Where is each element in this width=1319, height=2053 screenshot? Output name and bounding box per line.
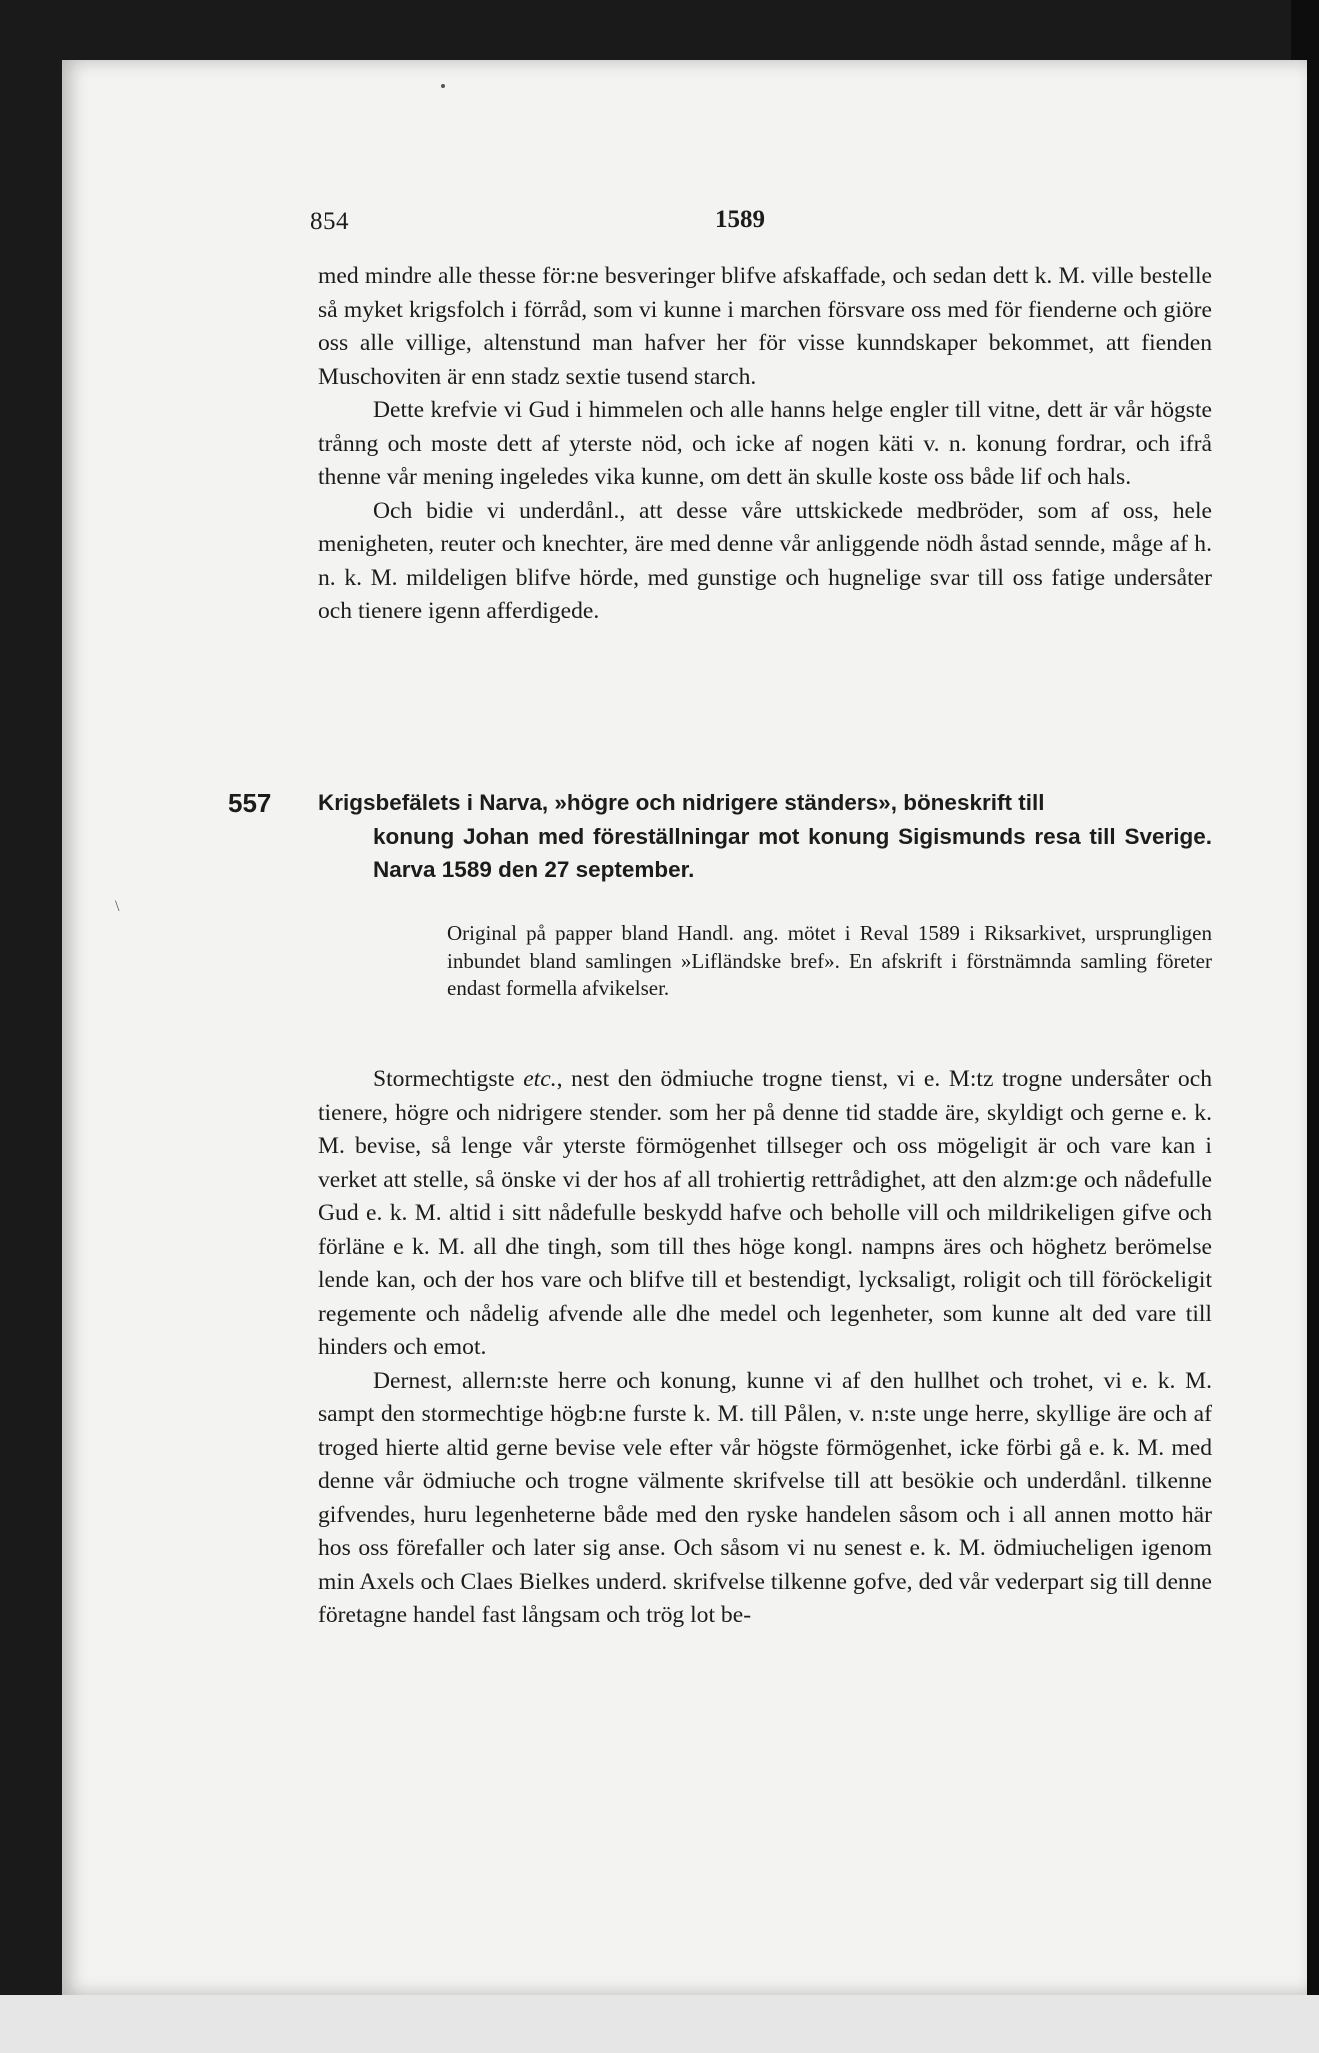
paragraph xyxy=(318,1063,1212,1365)
etc-abbreviation: etc. xyxy=(523,1066,557,1092)
page-number: 854 xyxy=(310,208,349,235)
heading-line-1: Krigsbefälets i Narva, »högre och nidrigere ständers», böneskrift till xyxy=(318,790,1045,815)
scan-bottom-strip xyxy=(0,1995,1319,2053)
running-year: 1589 xyxy=(715,206,765,233)
speck-mark xyxy=(441,84,445,88)
document-text xyxy=(318,1063,1212,1633)
document-number: 557 xyxy=(228,788,272,818)
source-note: Original på papper bland Handl. ang. mötet i Reval 1589 i Riksarkivet, ursprungligen inbundet bland samlingen »Lifländske bref». En afskrift i förstnämnda samling företer endast formella afvikelser. xyxy=(447,921,1212,1000)
paragraph: Dette krefvie vi Gud i himmelen och alle hanns helge engler till vitne, dett är vår högste trånng och moste dett af yterste nöd, och icke af nogen käti v. n. konung fordrar, och ifrå thenne vår mening ingeledes vika kunne, om dett än skulle koste oss både lif och hals. xyxy=(318,397,1212,490)
margin-mark: \ xyxy=(115,898,120,915)
salutation: Stormechtigste xyxy=(373,1066,524,1092)
paragraph: Och bidie vi underdånl., att desse våre uttskickede medbröder, som af oss, hele menigheten, reuter och knechter, äre med denne vår anliggende nödh åstad sennde, måge af h. n. k. M. mildeligen blifve hörde, med gunstige och hugnelige svar till oss fatige undersåter och tienere igenn afferdigede. xyxy=(318,497,1212,624)
paragraph-body: , nest den ödmiuche trogne tienst, vi e. M:tz trogne undersåter och tienere, högre och nidrigere stender. som her på denne tid stadde äre, skyldigt och gerne e. k. M. bevise, så lenge vår yterste förmögenhet tillseger och oss mögeligit är och vare kan i verket att stelle, så önske vi der hos af all trohiertig rettrådighet, att den alzm:ge och nådefulle Gud e. k. M. altid i sitt nådefulle beskydd hafve och beholle vill och mildrikeligen gifve och förläne e k. M. all dhe tingh, som till thes höge kongl. nampns äres och höghetz berömelse lende kan, och der hos vare och blifve till et bestendigt, lycksaligt, roligit och till föröckeligit regemente och nådelig afvende alle dhe medel och legenheter, som kunne alt ded vare till hinders och emot. xyxy=(318,1066,1212,1360)
document-heading xyxy=(318,786,1212,887)
running-header xyxy=(310,208,1212,242)
paragraph: med mindre alle thesse för:ne besveringer blifve afskaffade, och sedan dett k. M. ville bestelle så myket krigsfolch i förråd, som vi kunne i marchen försvare oss med för fienderne och giöre oss alle villige, altenstund man hafver her för visse kunndskaper bekommet, att fienden Muschoviten är enn stadz sextie tusend starch. xyxy=(318,263,1212,390)
heading-continuation: konung Johan med föreställningar mot konung Sigismunds resa till Sverige. Narva 1589 den 27 september. xyxy=(373,823,1212,882)
paragraph: Dernest, allern:ste herre och konung, kunne vi af den hullhet och trohet, vi e. k. M. sampt den stormechtige högb:ne furste k. M. till Pålen, v. n:ste unge herre, skyllige äre och af troged hierte altid gerne bevise vele efter vår högste förmögenhet, icke förbi gå e. k. M. med denne vår ödmiuche och trogne välmente skrifvelse till att besökie och underdånl. tilkenne gifvendes, huru legenheterne både med den ryske handelen såsom och i all annen motto här hos oss förefaller och later sig anse. Och såsom vi nu senest e. k. M. ödmiucheligen igenom min Axels och Claes Bielkes underd. skrifvelse tilkenne gofve, ded vår vederpart sig till denne företagne handel fast långsam och trög lot be- xyxy=(318,1367,1212,1628)
continuation-text xyxy=(318,260,1212,629)
